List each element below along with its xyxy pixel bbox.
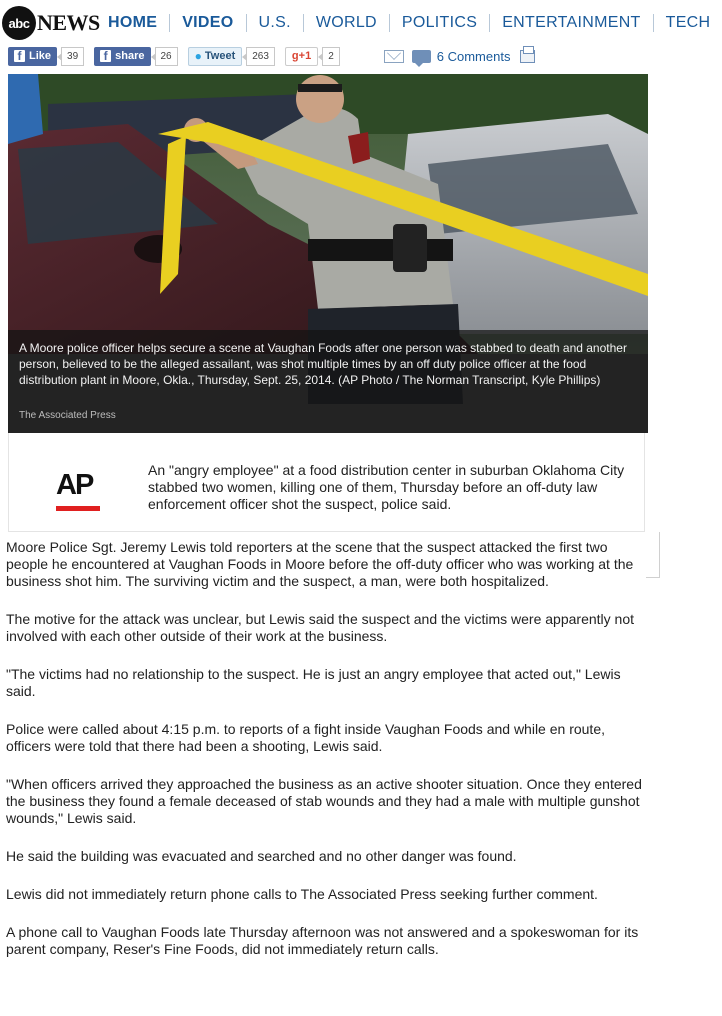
photo-credit: The Associated Press [19,410,116,421]
mail-icon[interactable] [384,50,404,63]
photo-caption: A Moore police officer helps secure a scene at Vaughan Foods after one person was stabbed to death and another person, believed to be the alleged assailant, was shot multiple times by an off duty police officer at the food distribution plant in Moore, Okla., Thursday, Sept. 25, 2014. (AP Photo / The Norman Transcript, Kyle Phillips) [19,341,627,387]
article-paragraph: The motive for the attack was unclear, but Lewis said the suspect and the victims were apparently not involved with each other outside of their work at the business. [6,611,634,644]
print-icon[interactable] [520,50,535,63]
share-count: 26 [155,47,178,66]
article-paragraph: "The victims had no relationship to the suspect. He is just an angry employee that acted out," Lewis said. [6,666,621,699]
gplus-count: 2 [322,47,340,66]
nav-link-world[interactable]: WORLD [304,14,390,32]
share-label: share [115,50,145,62]
tweet-count: 263 [246,47,275,66]
abc-logo-mark: abc [2,6,36,40]
facebook-like-button[interactable] [8,47,57,66]
nav-link-us[interactable]: U.S. [247,14,304,32]
source-lede-box [8,433,645,532]
photo-caption-overlay [8,330,648,433]
section-nav [96,14,722,32]
nav-link-home[interactable]: HOME [96,14,170,32]
like-label: Like [29,50,52,62]
nav-link-politics[interactable]: POLITICS [390,14,490,32]
facebook-share-button[interactable] [94,47,150,66]
article-paragraph: A phone call to Vaughan Foods late Thursday afternoon was not answered and a spokeswoman for its parent company, Reser's Fine Foods, did not immediately return calls. [6,924,639,957]
ap-logo-bar [56,506,100,511]
google-plus-icon: g [291,50,299,62]
news-wordmark: NEWS [37,10,100,35]
ap-logo-text: AP [56,469,93,501]
share-bar [8,45,535,67]
twitter-bird-icon: ● [194,49,202,63]
article-body [6,539,646,979]
like-count: 39 [61,47,84,66]
tweet-label: Tweet [204,50,236,62]
facebook-icon: f [100,50,111,62]
article-paragraph: Moore Police Sgt. Jeremy Lewis told reporters at the scene that the suspect attacked the first two people he encountered at Vaughan Foods in Moore before the off-duty officer who was working at the business shot him. The surviving victim and the suspect, a man, were both hospitalized. [6,539,634,589]
top-navigation [0,0,711,46]
tweet-button[interactable] [188,47,243,66]
article-paragraph: "When officers arrived they approached the business as an active shooter situation. Once they entered the business they found a female deceased of stab wounds and they had a male with multiple gunshot wounds," Lewis said. [6,776,642,826]
facebook-icon: f [14,50,25,62]
article-paragraph: Police were called about 4:15 p.m. to reports of a fight inside Vaughan Foods and while en route, officers were told that there had been a shooting, Lewis said. [6,721,605,754]
nav-link-video[interactable]: VIDEO [170,14,246,32]
article-lede: An "angry employee" at a food distribution center in suburban Oklahoma City stabbed two women, killing one of them, Thursday before an off-duty law enforcement officer shot the suspect, police said. [148,462,625,512]
nav-link-tech[interactable]: TECH [665,14,711,31]
gplus-label: +1 [298,50,312,62]
abc-news-logo[interactable] [2,4,100,42]
ap-logo [56,471,102,511]
box-corner-divider [646,532,660,578]
comments-link[interactable]: 6 Comments [436,48,511,64]
nav-link-entertainment[interactable]: ENTERTAINMENT [490,14,653,32]
comment-bubble-icon[interactable] [412,50,431,63]
article-paragraph: He said the building was evacuated and searched and no other danger was found. [6,848,517,864]
news-photo[interactable] [8,74,648,433]
article-paragraph: Lewis did not immediately return phone calls to The Associated Press seeking further comment. [6,886,598,902]
google-plus-button[interactable] [285,47,318,66]
